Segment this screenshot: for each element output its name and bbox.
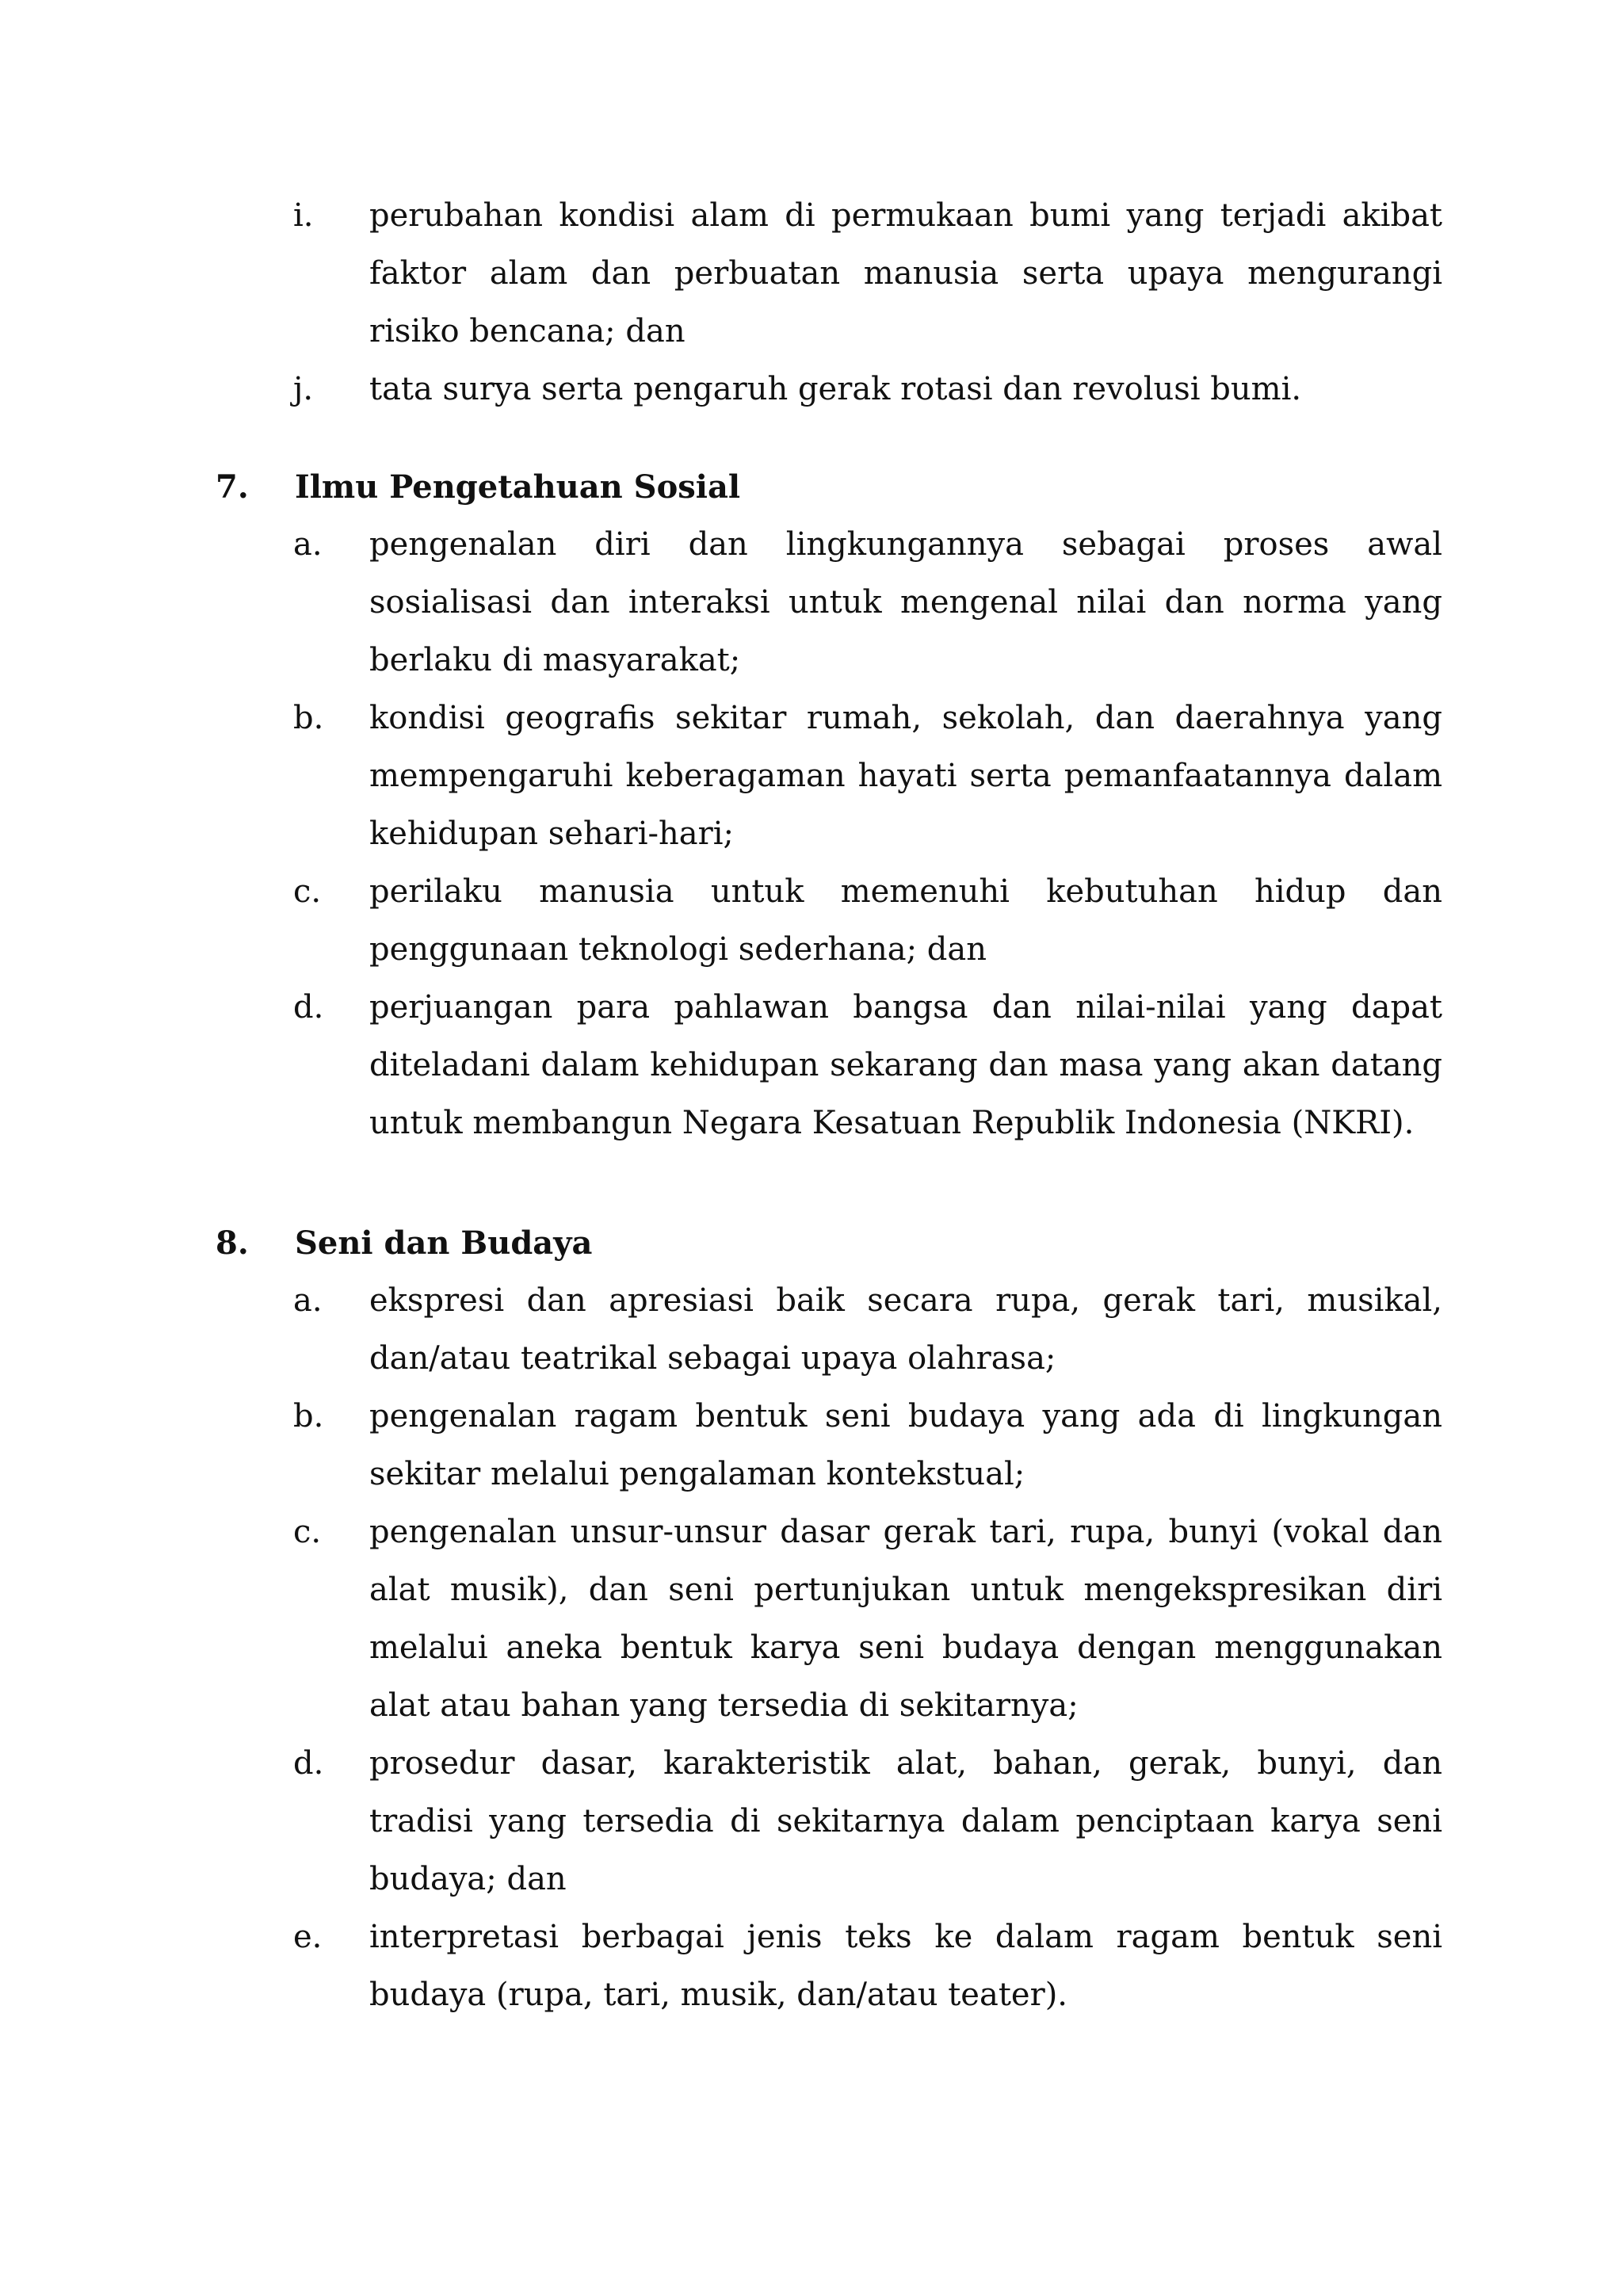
list-item-label: d. — [293, 1745, 324, 1782]
section-number: 7. — [216, 468, 249, 506]
section-title: Ilmu Pengetahuan Sosial — [295, 468, 741, 506]
list-item-text: pengenalan unsur-unsur dasar gerak tari, rupa, bunyi (vokal dan alat musik), dan seni pertunjukan untuk mengekspresikan diri melalui aneka bentuk karya seni budaya dengan menggunakan alat atau bahan yang tersedia di sekitarnya; — [369, 1514, 1442, 1724]
list-item-text: ekspresi dan apresiasi baik secara rupa, gerak tari, musikal, dan/atau teatrikal sebagai upaya olahrasa; — [369, 1282, 1442, 1377]
list-item-label: i. — [293, 197, 314, 234]
list-item-text: tata surya serta pengaruh gerak rotasi dan revolusi bumi. — [369, 371, 1302, 407]
list-item-text: perjuangan para pahlawan bangsa dan nilai-nilai yang dapat diteladani dalam kehidupan sekarang dan masa yang akan datang untuk membangun Negara Kesatuan Republik Indonesia (NKRI). — [369, 989, 1442, 1141]
section-number: 8. — [216, 1224, 249, 1262]
list-item-label: a. — [293, 526, 323, 563]
list-item-label: d. — [293, 989, 324, 1026]
list-item-label: b. — [293, 1398, 324, 1435]
list-item-label: e. — [293, 1919, 323, 1955]
list-item-text: perilaku manusia untuk memenuhi kebutuhan hidup dan penggunaan teknologi sederhana; dan — [369, 873, 1442, 968]
list-item — [0, 361, 1623, 418]
list-item-text: pengenalan diri dan lingkungannya sebagai proses awal sosialisasi dan interaksi untuk mengenal nilai dan norma yang berlaku di masyarakat; — [369, 526, 1442, 678]
list-item-text: kondisi geografis sekitar rumah, sekolah, dan daerahnya yang mempengaruhi keberagaman hayati serta pemanfaatannya dalam kehidupan sehari-hari; — [369, 700, 1442, 852]
list-item-label: j. — [293, 371, 314, 407]
list-item-label: a. — [293, 1282, 323, 1319]
list-item-text: prosedur dasar, karakteristik alat, bahan, gerak, bunyi, dan tradisi yang tersedia di sekitarnya dalam penciptaan karya seni budaya; dan — [369, 1745, 1442, 1897]
list-item — [0, 187, 1623, 361]
list-item-label: c. — [293, 873, 322, 910]
list-item-label: c. — [293, 1514, 322, 1550]
list-item-text: perubahan kondisi alam di permukaan bumi yang terjadi akibat faktor alam dan perbuatan manusia serta upaya mengurangi risiko bencana; dan — [369, 197, 1442, 350]
section-title: Seni dan Budaya — [295, 1224, 593, 1262]
list-item-text: interpretasi berbagai jenis teks ke dalam ragam bentuk seni budaya (rupa, tari, musik, dan/atau teater). — [369, 1919, 1442, 2013]
list-item-text: pengenalan ragam bentuk seni budaya yang ada di lingkungan sekitar melalui pengalaman kontekstual; — [369, 1398, 1442, 1492]
list-item-label: b. — [293, 700, 324, 736]
